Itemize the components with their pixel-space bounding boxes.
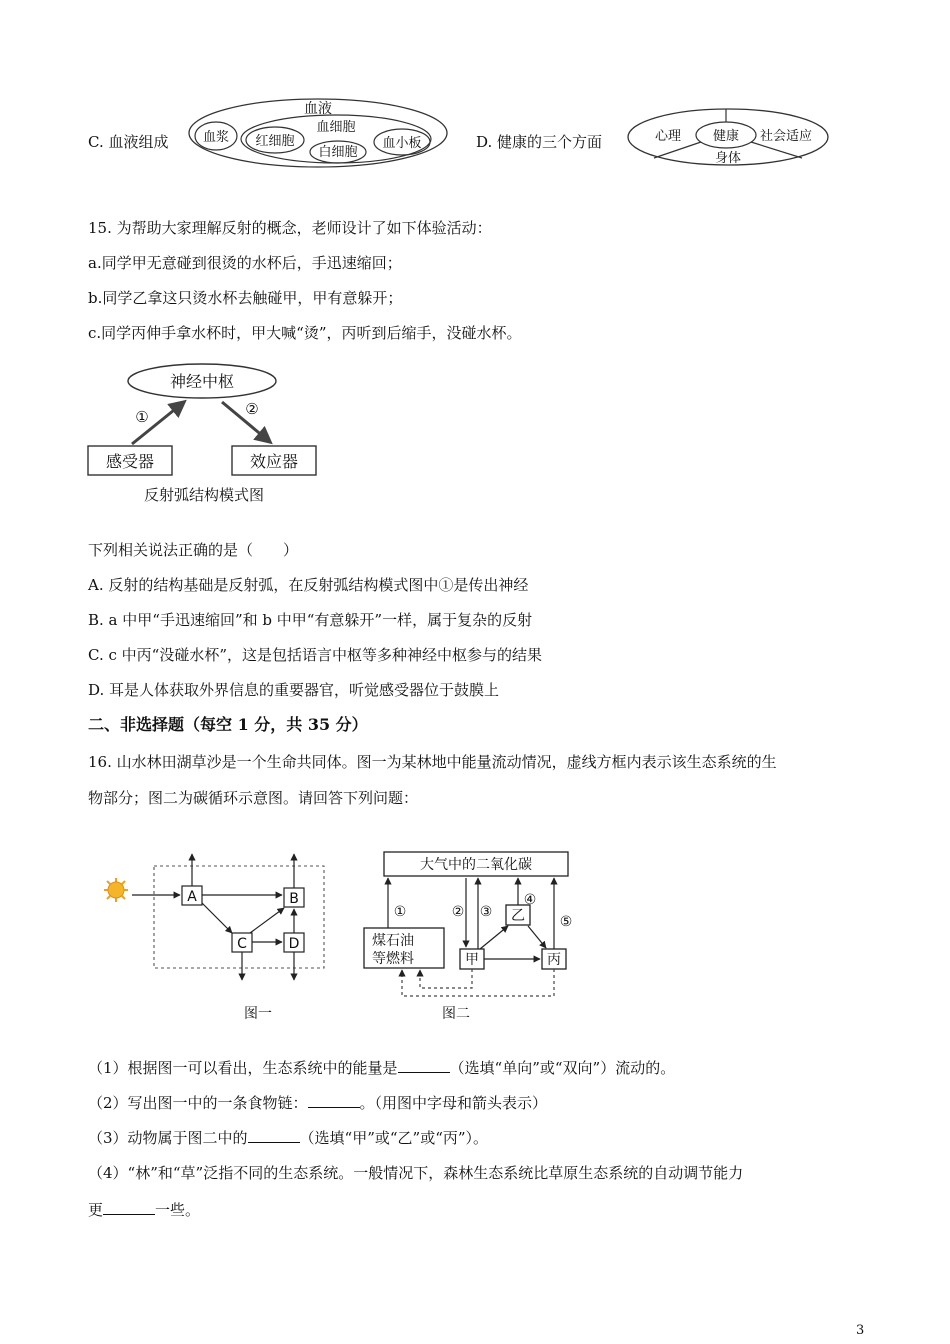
q16-sub4-line2 xyxy=(88,1200,200,1220)
option-c-label: C. 血液组成 xyxy=(88,133,169,151)
biotic-dashed-box xyxy=(154,866,324,968)
q15-question: 下列相关说法正确的是（ ） xyxy=(88,541,299,559)
sun-icon xyxy=(104,878,128,902)
q16-sub1-blank[interactable] xyxy=(398,1058,450,1073)
option-d-label: D. 健康的三个方面 xyxy=(476,133,603,151)
q16-sub2-post: 。（用图中字母和箭头表示） xyxy=(359,1094,548,1112)
fig2-num-5: ⑤ xyxy=(559,914,573,930)
q15-option-c: C. c 中丙“没碰水杯”，这是包括语言中枢等多种神经中枢参与的结果 xyxy=(88,646,542,664)
fig1-node-a: A xyxy=(187,889,197,905)
q16-sub3-blank[interactable] xyxy=(248,1128,300,1143)
page-number: 3 xyxy=(856,1323,865,1338)
fig2-fuel-line2: 等燃料 xyxy=(372,951,414,967)
section-2-title: 二、非选择题（每空 1 分，共 35 分） xyxy=(88,715,368,734)
fig1-node-c: C xyxy=(237,936,247,952)
fig1-node-b: B xyxy=(289,891,299,907)
arrow-2-label: ② xyxy=(245,400,259,418)
q16-sub3-pre: （3）动物属于图二中的 xyxy=(88,1129,248,1147)
reflex-caption: 反射弧结构模式图 xyxy=(143,486,265,504)
plasma-label: 血浆 xyxy=(202,130,230,145)
fig2-atmosphere-label: 大气中的二氧化碳 xyxy=(420,857,532,873)
effector-label: 效应器 xyxy=(249,452,299,471)
q16-stem-line2: 物部分；图二为碳循环示意图。请回答下列问题： xyxy=(88,789,419,807)
q15-item-a: a.同学甲无意碰到很烫的水杯后，手迅速缩回； xyxy=(88,254,402,272)
q15-item-c: c.同学丙伸手拿水杯时，甲大喊“烫”，丙听到后缩手，没碰水杯。 xyxy=(88,324,522,342)
health-center-label: 健康 xyxy=(712,129,740,144)
health-aspects-diagram xyxy=(626,104,834,170)
blood-label: 血液 xyxy=(304,101,332,117)
q16-sub3 xyxy=(88,1128,488,1148)
fig1-node-d: D xyxy=(288,936,300,952)
q16-sub1-pre: （1）根据图一可以看出，生态系统中的能量是 xyxy=(88,1059,398,1077)
cells-label: 血细胞 xyxy=(316,120,356,135)
health-psych-label: 心理 xyxy=(654,129,682,144)
q15-option-b: B. a 中甲“手迅速缩回”和 b 中甲“有意躲开”一样，属于复杂的反射 xyxy=(88,611,533,629)
q16-sub4-line1: （4）“林”和“草”泛指不同的生态系统。一般情况下，森林生态系统比草原生态系统的自动调节能力 xyxy=(88,1164,744,1182)
q16-sub4-blank[interactable] xyxy=(103,1200,155,1215)
arrow-1-label: ① xyxy=(135,408,149,426)
fig2-num-4: ④ xyxy=(523,892,537,908)
fig2-num-3: ③ xyxy=(479,904,493,920)
q16-sub1 xyxy=(88,1058,675,1078)
fig2-node-yi: 乙 xyxy=(511,908,525,924)
q16-sub1-post: （选填“单向”或“双向”）流动的。 xyxy=(449,1059,676,1077)
q15-item-b: b.同学乙拿这只烫水杯去触碰甲，甲有意躲开； xyxy=(88,289,403,307)
fig2-node-bing: 丙 xyxy=(547,952,561,968)
platelet-label: 血小板 xyxy=(382,136,422,151)
health-body-label: 身体 xyxy=(714,151,742,166)
q16-sub2-blank[interactable] xyxy=(308,1093,360,1108)
q15-option-d: D. 耳是人体获取外界信息的重要器官，听觉感受器位于鼓膜上 xyxy=(88,681,500,699)
fig2-num-1: ① xyxy=(393,904,407,920)
rbc-label: 红细胞 xyxy=(255,134,295,149)
q16-sub3-post: （选填“甲”或“乙”或“丙”）。 xyxy=(299,1129,489,1147)
q16-stem-line1: 16. 山水林田湖草沙是一个生命共同体。图一为某林地中能量流动情况，虚线方框内表示该生态系统的生 xyxy=(88,753,777,771)
fig2-node-jia: 甲 xyxy=(465,952,479,968)
figure-2-carbon-cycle xyxy=(358,848,580,1024)
q16-sub2-pre: （2）写出图一中的一条食物链： xyxy=(88,1094,308,1112)
receptor-label: 感受器 xyxy=(105,452,155,471)
fig1-caption: 图一 xyxy=(244,1006,272,1022)
nerve-center-label: 神经中枢 xyxy=(169,372,235,391)
reflex-arc-diagram xyxy=(86,360,322,506)
q15-stem: 15. 为帮助大家理解反射的概念，老师设计了如下体验活动： xyxy=(88,219,492,237)
health-social-label: 社会适应 xyxy=(759,129,813,144)
fig2-fuel-line1: 煤石油 xyxy=(372,933,414,949)
blood-composition-diagram xyxy=(186,96,450,172)
q16-sub2 xyxy=(88,1093,547,1113)
fig2-num-2: ② xyxy=(451,904,465,920)
fig2-caption: 图二 xyxy=(442,1006,470,1022)
wbc-label: 白细胞 xyxy=(318,145,358,160)
q16-sub4-pre: 更 xyxy=(88,1201,104,1219)
q16-sub4-post: 一些。 xyxy=(155,1201,201,1219)
figure-1-energy-flow xyxy=(98,848,334,1024)
q15-option-a: A. 反射的结构基础是反射弧，在反射弧结构模式图中①是传出神经 xyxy=(88,576,529,594)
